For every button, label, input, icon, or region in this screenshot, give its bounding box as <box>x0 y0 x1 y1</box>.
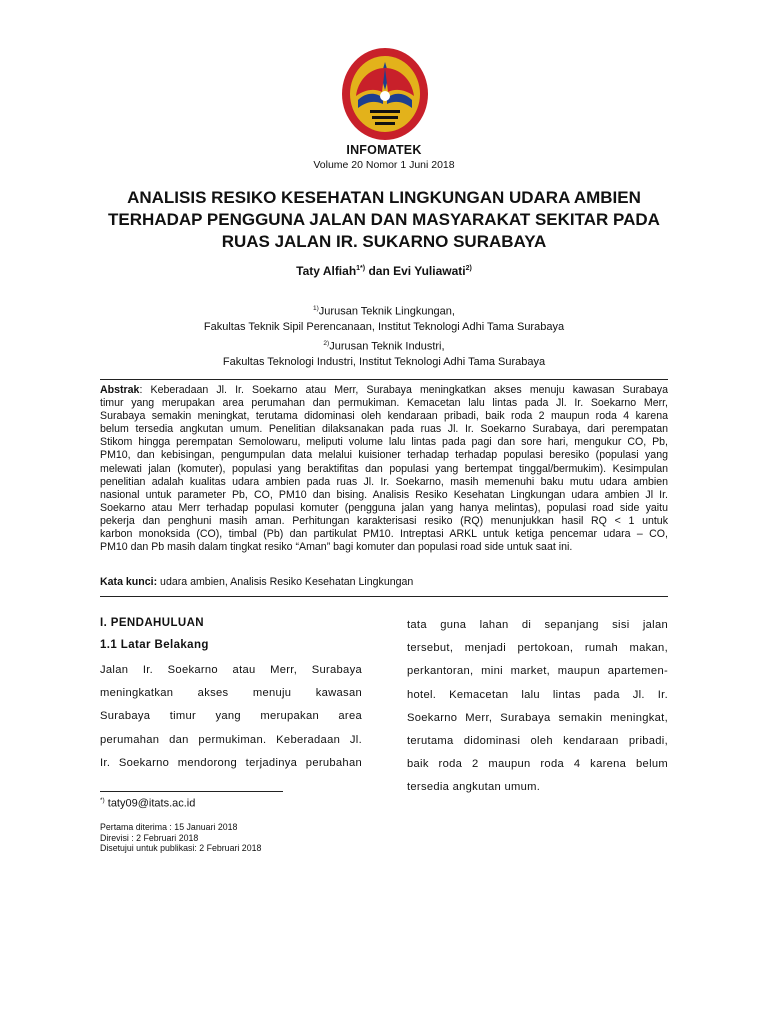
keywords-line <box>100 576 668 588</box>
author-joiner: dan <box>365 264 394 278</box>
title-line: RUAS JALAN IR. SUKARNO SURABAYA <box>221 232 547 251</box>
abstract-line: nasional untuk parameter Pb, CO, PM10 dan bising. Analisis Resiko Kesehatan Lingkungan udara ambien Jl Ir. <box>100 488 668 501</box>
email-text: taty09@itats.ac.id <box>104 797 196 810</box>
affiliation-faculty: Fakultas Teknik Sipil Perencanaan, Institut Teknologi Adhi Tama Surabaya <box>203 321 565 334</box>
body-text-line: tersebut, menjadi pertokoan, rumah makan, <box>407 642 668 655</box>
abstract-block <box>100 384 668 554</box>
abstract-line: Abstrak: Keberadaan Jl. Ir. Soekarno atau Merr, Surabaya meningkatkan akses menuju kawasan Surabaya <box>100 384 668 396</box>
left-column <box>100 617 362 775</box>
affiliation-department: Jurusan Teknik Lingkungan, <box>318 305 455 318</box>
abstract-label: Abstrak <box>100 384 140 396</box>
paper-title <box>60 187 708 253</box>
title-line: TERHADAP PENGGUNA JALAN DAN MASYARAKAT SEKITAR PADA <box>108 210 660 229</box>
revised-date: Direvisi : 2 Februari 2018 <box>100 832 199 843</box>
footnote-mark: *) <box>100 797 105 804</box>
footnote-rule <box>100 791 283 792</box>
keywords-text: udara ambien, Analisis Resiko Kesehatan Lingkungan <box>157 576 414 588</box>
author-name: Taty Alfiah <box>296 264 357 278</box>
affiliation-mark: 2) <box>323 339 330 347</box>
body-text-line: baik roda 2 maupun roda 4 karena belum <box>407 758 668 771</box>
abstract-line: penelitian adalah kualitas udara ambien pada ruas Jl. Ir. Soekarno, masih memenuhi baku mutu udara ambien <box>100 475 668 488</box>
body-text-line: Surabaya timur yang merupakan area <box>100 710 362 723</box>
footnote-email <box>100 797 195 810</box>
body-text-line: hotel. Kemacetan lalu lintas pada Jl. Ir. <box>407 688 668 701</box>
body-text-line: meningkatkan akses menuju kawasan <box>100 687 362 700</box>
abstract-line: belum tersedia angkutan umum. Penelitian dilaksanakan pada ruas Jl. Ir. Soekarno Surabaya, dari perempatan <box>100 423 668 436</box>
body-text-line: perumahan dan permukiman. Keberadaan Jl. <box>100 733 362 746</box>
affiliations <box>0 301 768 370</box>
abstract-line: melewati jalan (komuter), populasi yang beraktifitas dan populasi yang bertempat tinggal/bermukim). Kesimpulan <box>100 462 668 475</box>
footnote-dates <box>100 822 261 854</box>
body-text-line: terutama didominasi oleh kendaraan pribadi, <box>407 734 668 747</box>
journal-volume: Volume 20 Nomor 1 Juni 2018 <box>313 159 455 171</box>
author-name: Evi Yuliawati <box>393 264 466 278</box>
title-line: ANALISIS RESIKO KESEHATAN LINGKUNGAN UDARA AMBIEN <box>127 188 641 207</box>
abstract-line: Soekarno atau Merr terhadap populasi komuter (pengguna jalan yang hanya melintas), populasi road side yaitu <box>100 501 668 514</box>
body-text-line: Jalan Ir. Soekarno atau Merr, Surabaya <box>100 664 362 676</box>
body-text-line: perkantoran, mini market, maupun apartemen- <box>407 665 668 678</box>
body-text-line: Ir. Soekarno mendorong terjadinya perubahan <box>100 756 362 769</box>
abstract-line: PM10, dan kebisingan, pengumpulan data melalui kuisioner terhadap terhadap populasi beresiko (populasi yang <box>100 449 668 462</box>
affiliation-line <box>0 336 768 355</box>
abstract-line: PM10 dan Pb masih dalam tingkat resiko “Aman” bagi komuter dan populasi road side untuk saat ini. <box>100 541 573 554</box>
right-column <box>407 614 668 800</box>
accepted-date: Disetujui untuk publikasi: 2 Februari 2018 <box>100 843 262 853</box>
journal-name: INFOMATEK <box>346 143 422 157</box>
abstract-line: timur yang merupakan area perumahan dan permukiman. Kemacetan lalu lintas pada Jl. Ir. Soekarno Merr, <box>100 397 668 410</box>
received-date: Pertama diterima : 15 Januari 2018 <box>100 822 238 832</box>
abstract-top-rule <box>100 379 668 380</box>
keywords-label: Kata kunci: <box>100 576 158 588</box>
affiliation-mark: 1) <box>313 305 319 312</box>
subsection-heading: 1.1 Latar Belakang <box>100 639 209 651</box>
body-text-line: tersedia angkutan umum. <box>407 781 541 794</box>
affiliation-faculty: Fakultas Teknologi Industri, Institut Teknologi Adhi Tama Surabaya <box>222 355 546 368</box>
body-text-line: Soekarno Merr, Surabaya semakin meningkat, <box>407 711 668 724</box>
author-mark: 1*) <box>356 265 366 272</box>
affiliation-line <box>0 301 768 320</box>
section-heading: I. PENDAHULUAN <box>100 617 204 629</box>
affiliation-department: Jurusan Teknik Industri, <box>329 340 445 353</box>
abstract-line: karbon monoksida (CO), timbal (Pb) dan partikulat PM10. Intreptasi ARKL untuk ketiga pencemar udara – CO, <box>100 528 668 541</box>
abstract-line: pekerja dan penghuni masih aman. Perhitungan karakterisasi resiko (RQ) menunjukkan hasil RQ < 1 untuk <box>100 514 668 527</box>
abstract-bottom-rule <box>100 596 668 597</box>
author-line <box>0 264 768 278</box>
body-text-line: tata guna lahan di sepanjang sisi jalan <box>407 619 668 631</box>
abstract-line: Stikom hingga perempatan Semolowaru, meliputi volume lalu lintas pada pagi dan sore hari, mengukur CO, Pb, <box>100 436 668 449</box>
abstract-line: Surabaya semakin meningkat, terutama didominasi oleh kendaraan pribadi, baik roda 2 maupun roda 4 karena <box>100 410 668 423</box>
university-emblem-logo <box>340 46 430 142</box>
author-mark: 2) <box>465 265 472 272</box>
